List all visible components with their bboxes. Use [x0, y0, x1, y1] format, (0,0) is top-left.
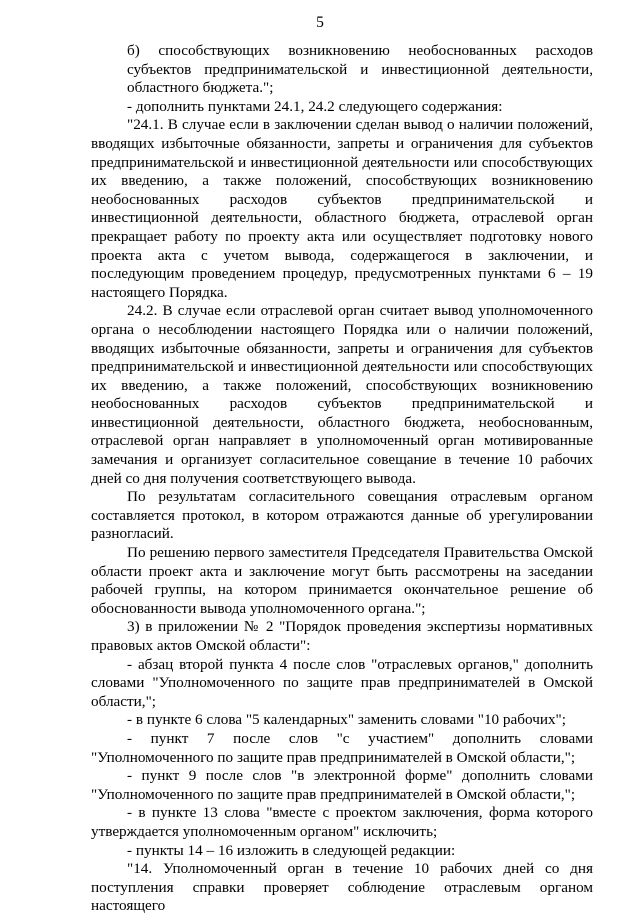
paragraph: - абзац второй пункта 4 после слов "отраслевых органов," дополнить словами "Уполномоченного по защите прав предпринимателей в Омской области,";: [91, 655, 593, 710]
paragraph: - дополнить пунктами 24.1, 24.2 следующего содержания:: [127, 97, 503, 115]
page-number: 5: [316, 14, 324, 31]
paragraph: - пункты 14 – 16 изложить в следующей редакции:: [127, 841, 456, 859]
paragraph: - в пункте 13 слова "вместе с проектом заключения, форма которого утверждается уполномоченным органом" исключить;: [91, 804, 593, 840]
paragraph: - пункт 9 после слов "в электронной форме" дополнить словами "Уполномоченного по защите прав предпринимателей в Омской области,";: [91, 767, 593, 803]
paragraph: 3) в приложении № 2 "Порядок проведения экспертизы нормативных правовых актов Омской области":: [91, 618, 593, 654]
paragraph: "24.1. В случае если в заключении сделан вывод о наличии положений, вводящих избыточные обязанности, запреты и ограничения для субъектов предпринимательской и инвестиционной деятельности или способствующих их введению, а также положений, способствующих возникновению необоснованных расходов субъектов предпринимательской и инвестиционной деятельности, областного бюджета, отраслевой орган прекращает работу по проекту акта или осуществляет подготовку нового проекта акта с учетом вывода, содержащегося в заключении, и последующим проведением процедур, предусмотренных пунктами 6 – 19 настоящего Порядка.: [91, 116, 593, 301]
paragraph: 24.2. В случае если отраслевой орган считает вывод уполномоченного органа о несоблюдении настоящего Порядка или о наличии положений, вводящих избыточные обязанности, запреты и ограничения для субъектов предпринимательской и инвестиционной деятельности или способствующих их введению, а также положений, способствующих возникновению необоснованных расходов субъектов предпринимательской и инвестиционной деятельности, областного бюджета, необоснованным, отраслевой орган направляет в уполномоченный орган мотивированные замечания и организует согласительное совещание в течение 10 рабочих дней со дня получения соответствующего вывода.: [91, 302, 593, 487]
paragraph: По решению первого заместителя Председателя Правительства Омской области проект акта и заключение могут быть рассмотрены на заседании рабочей группы, на котором принимается окончательное решение об обоснованности вывода уполномоченного органа.";: [91, 544, 593, 617]
document-body: [91, 42, 593, 916]
paragraph: - в пункте 6 слова "5 календарных" заменить словами "10 рабочих";: [127, 711, 566, 729]
paragraph: - пункт 7 после слов "с участием" дополнить словами "Уполномоченного по защите прав предпринимателей в Омской области,";: [91, 729, 593, 766]
paragraph: По результатам согласительного совещания отраслевым органом составляется протокол, в котором отражаются данные об урегулировании разногласий.: [91, 488, 593, 543]
paragraph: б) способствующих возникновению необоснованных расходов субъектов предпринимательской и инвестиционной деятельности, областного бюджета.";: [127, 42, 593, 97]
paragraph: "14. Уполномоченный орган в течение 10 рабочих дней со дня поступления справки проверяет соблюдение отраслевым органом настоящего: [91, 860, 593, 915]
